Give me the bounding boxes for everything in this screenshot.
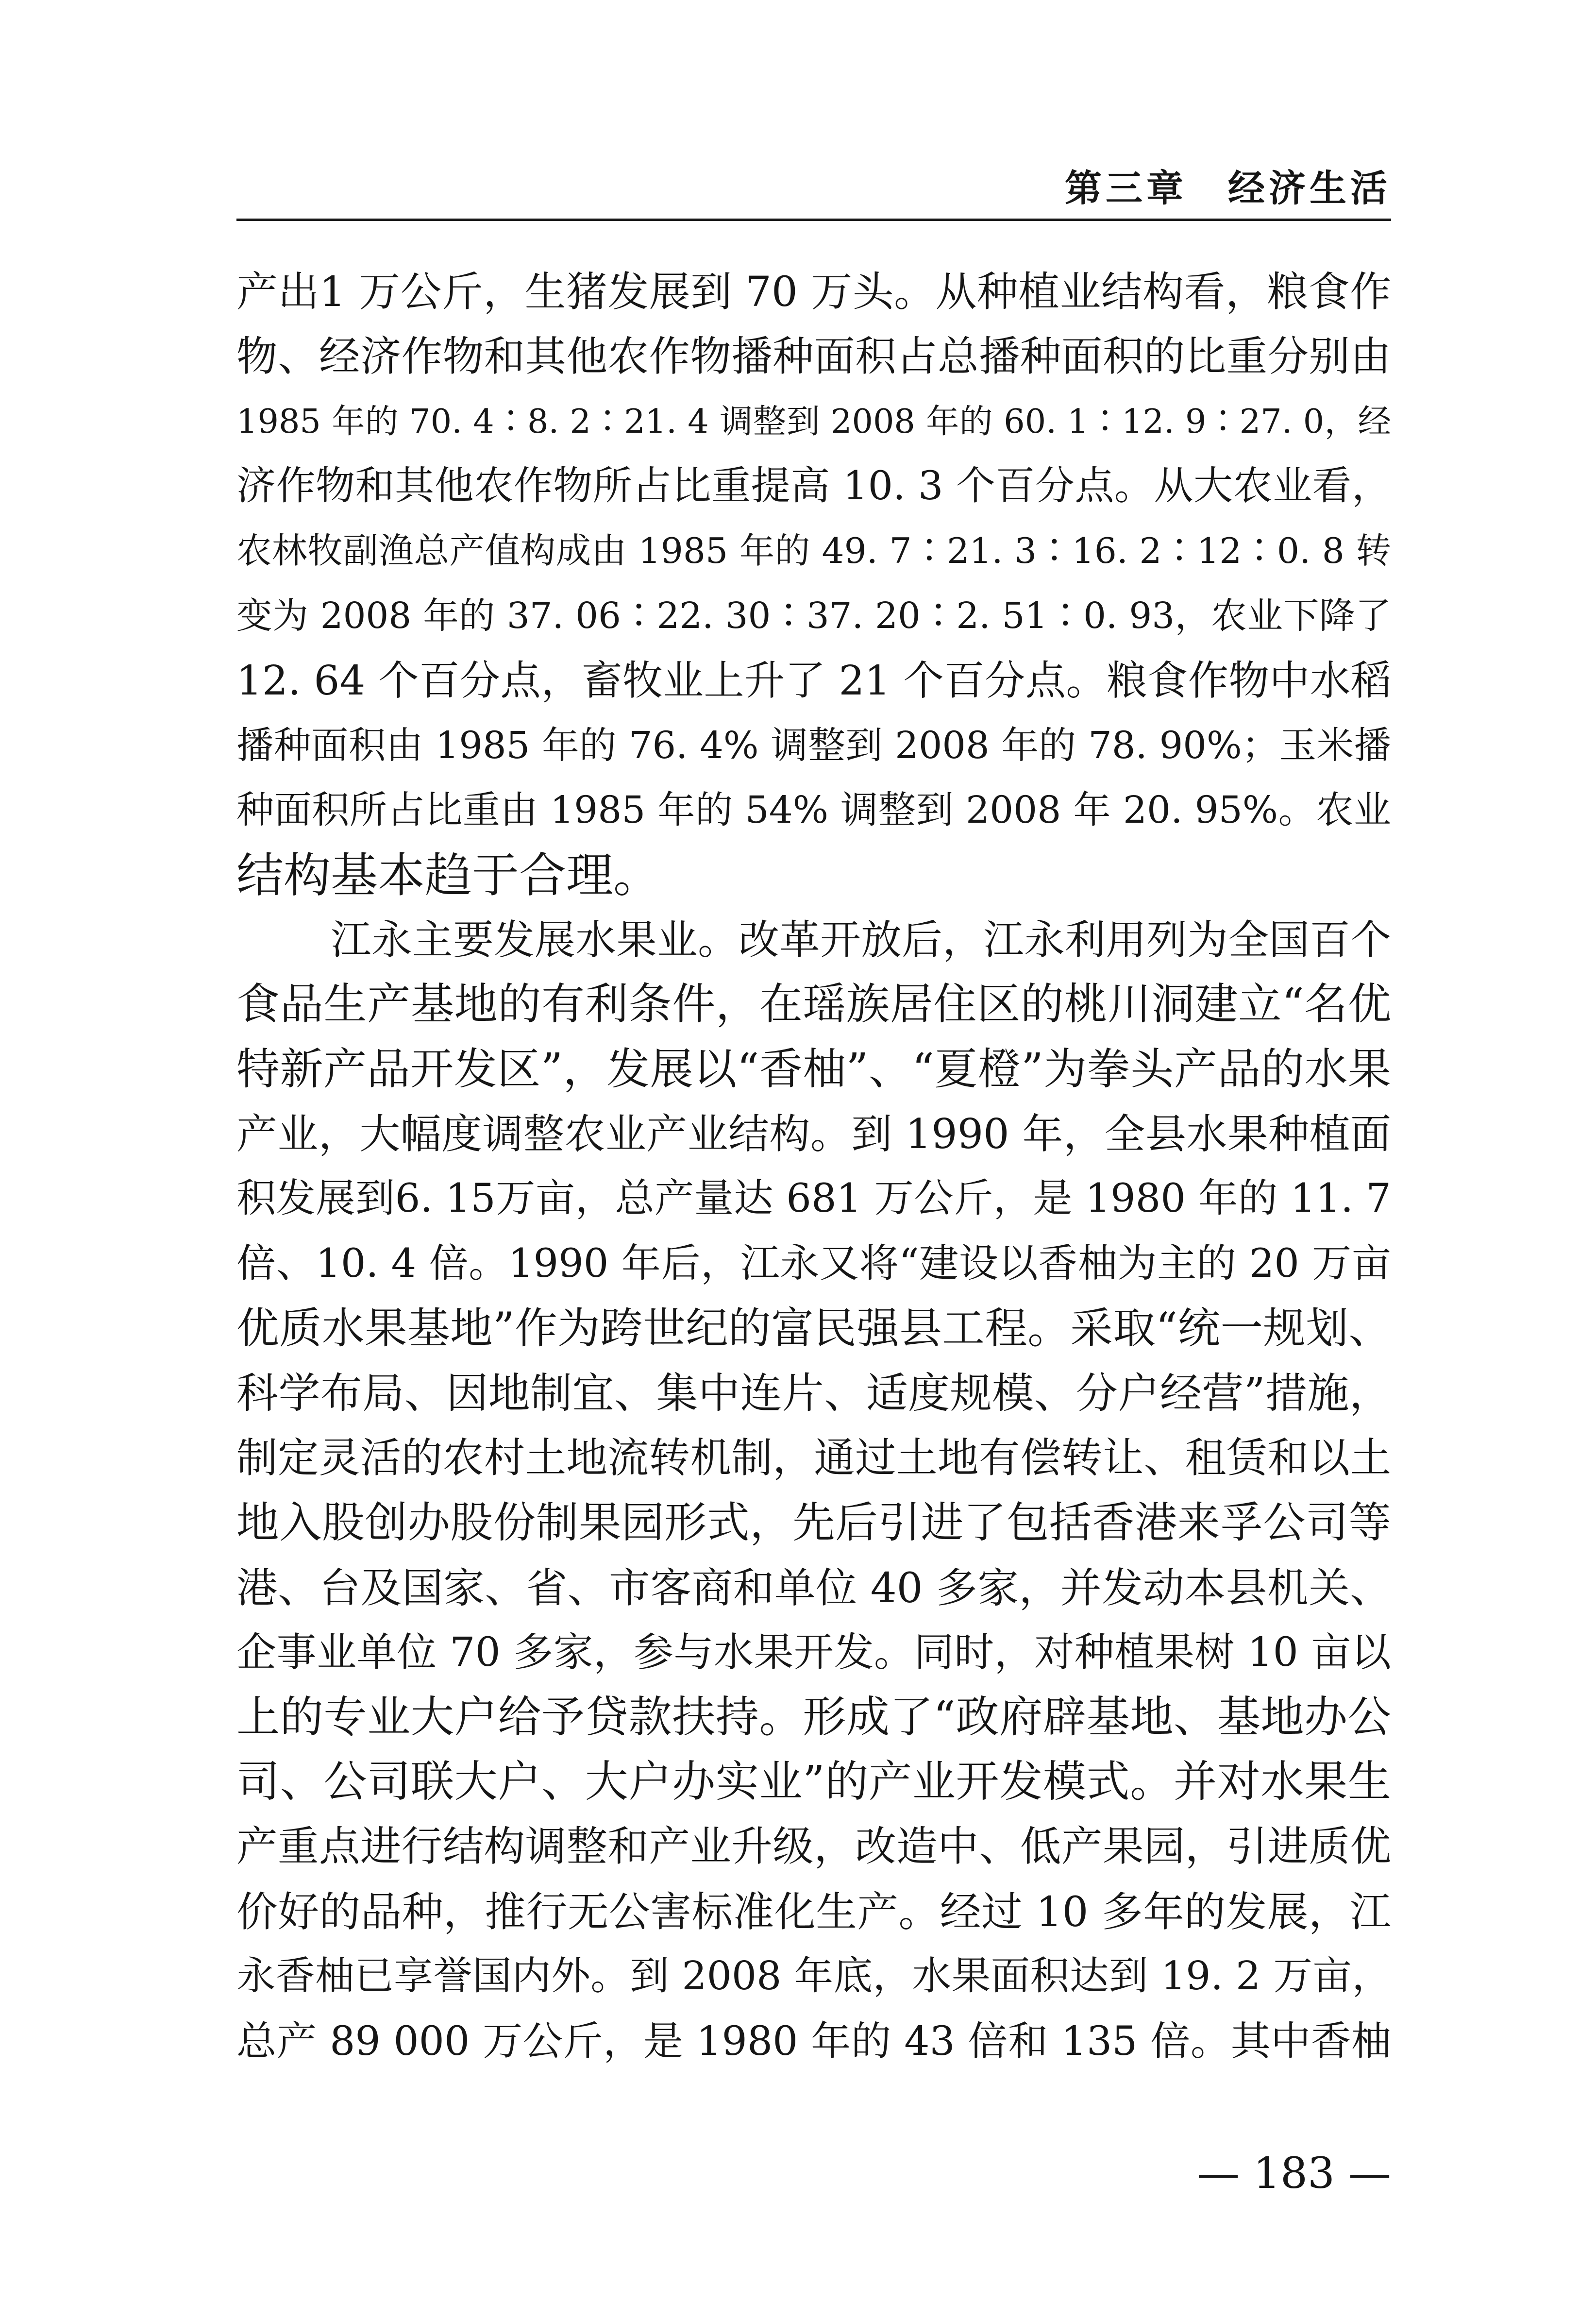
text-line: 结构基本趋于合理。 xyxy=(236,847,660,903)
text-line: 产业，大幅度调整农业产业结构。到 1990 年，全县水果种植面 xyxy=(236,1110,1391,1158)
text-line: 种面积所占比重由 1985 年的 54% 调整到 2008 年 20. 95%。农业 xyxy=(236,788,1391,832)
text-line: 产重点进行结构调整和产业升级，改造中、低产果园，引进质优 xyxy=(236,1823,1391,1871)
text-line: 港、台及国家、省、市客商和单位 40 多家，并发动本县机关、 xyxy=(236,1563,1391,1612)
text-line: 农林牧副渔总产值构成由 1985 年的 49. 7∶21. 3∶16. 2∶12∶0. 8 转 xyxy=(236,530,1391,572)
text-line: 司、公司联大户、大户办实业”的产业开发模式。并对水果生 xyxy=(236,1756,1391,1807)
text-line: 地入股创办股份制果园形式，先后引进了包括香港来孚公司等 xyxy=(236,1498,1391,1548)
chapter-title: 第三章 经济生活 xyxy=(1065,167,1391,210)
text-line: 优质水果基地”作为跨世纪的富民强县工程。采取“统一规划、 xyxy=(236,1304,1391,1354)
text-line: 制定灵活的农村土地流转机制，通过土地有偿转让、租赁和以土 xyxy=(236,1434,1391,1482)
text-line: 12. 64 个百分点，畜牧业上升了 21 个百分点。粮食作物中水稻 xyxy=(236,657,1391,705)
running-header xyxy=(236,165,1391,221)
text-line: 积发展到6. 15万亩，总产量达 681 万公斤，是 1980 年的 11. 7 xyxy=(236,1176,1391,1222)
text-line: 上的专业大户给予贷款扶持。形成了“政府辟基地、基地办公 xyxy=(236,1692,1391,1743)
text-line: 济作物和其他农作物所占比重提高 10. 3 个百分点。从大农业看， xyxy=(236,463,1391,509)
paragraph xyxy=(236,260,1391,908)
text-line: 物、经济作物和其他农作物播种面积占总播种面积的比重分别由 xyxy=(236,333,1391,381)
text-line: 特新产品开发区”，发展以“香柚”、“夏橙”为拳头产品的水果 xyxy=(236,1044,1391,1095)
text-line: 江永主要发展水果业。改革开放后，江永利用列为全国百个 xyxy=(331,915,1391,964)
page-number: — 183 — xyxy=(1197,2148,1391,2198)
text-line: 总产 89 000 万公斤，是 1980 年的 43 倍和 135 倍。其中香柚 xyxy=(236,2018,1391,2065)
text-line: 倍、10. 4 倍。1990 年后，江永又将“建设以香柚为主的 20 万亩 xyxy=(236,1240,1391,1287)
text-line: 1985 年的 70. 4∶8. 2∶21. 4 调整到 2008 年的 60. 1∶12. 9∶27. 0，经 xyxy=(236,402,1391,441)
text-line: 企事业单位 70 多家，参与水果开发。同时，对种植果树 10 亩以 xyxy=(236,1629,1391,1676)
text-line: 价好的品种，推行无公害标准化生产。经过 10 多年的发展，江 xyxy=(236,1887,1391,1936)
body-text xyxy=(236,260,1391,2074)
text-line: 播种面积由 1985 年的 76. 4% 调整到 2008 年的 78. 90%；玉米播 xyxy=(236,724,1391,767)
text-line: 科学布局、因地制宜、集中连片、适度规模、分户经营”措施， xyxy=(236,1369,1391,1418)
text-line: 变为 2008 年的 37. 06∶22. 30∶37. 20∶2. 51∶0. 93，农业下降了 xyxy=(236,595,1391,637)
text-line: 永香柚已享誉国内外。到 2008 年底，水果面积达到 19. 2 万亩， xyxy=(236,1953,1391,1999)
text-line: 食品生产基地的有利条件，在瑶族居住区的桃川洞建立“名优 xyxy=(236,979,1391,1030)
text-line: 产出1 万公斤，生猪发展到 70 万头。从种植业结构看，粮食作 xyxy=(236,268,1391,316)
paragraph xyxy=(236,908,1391,2074)
